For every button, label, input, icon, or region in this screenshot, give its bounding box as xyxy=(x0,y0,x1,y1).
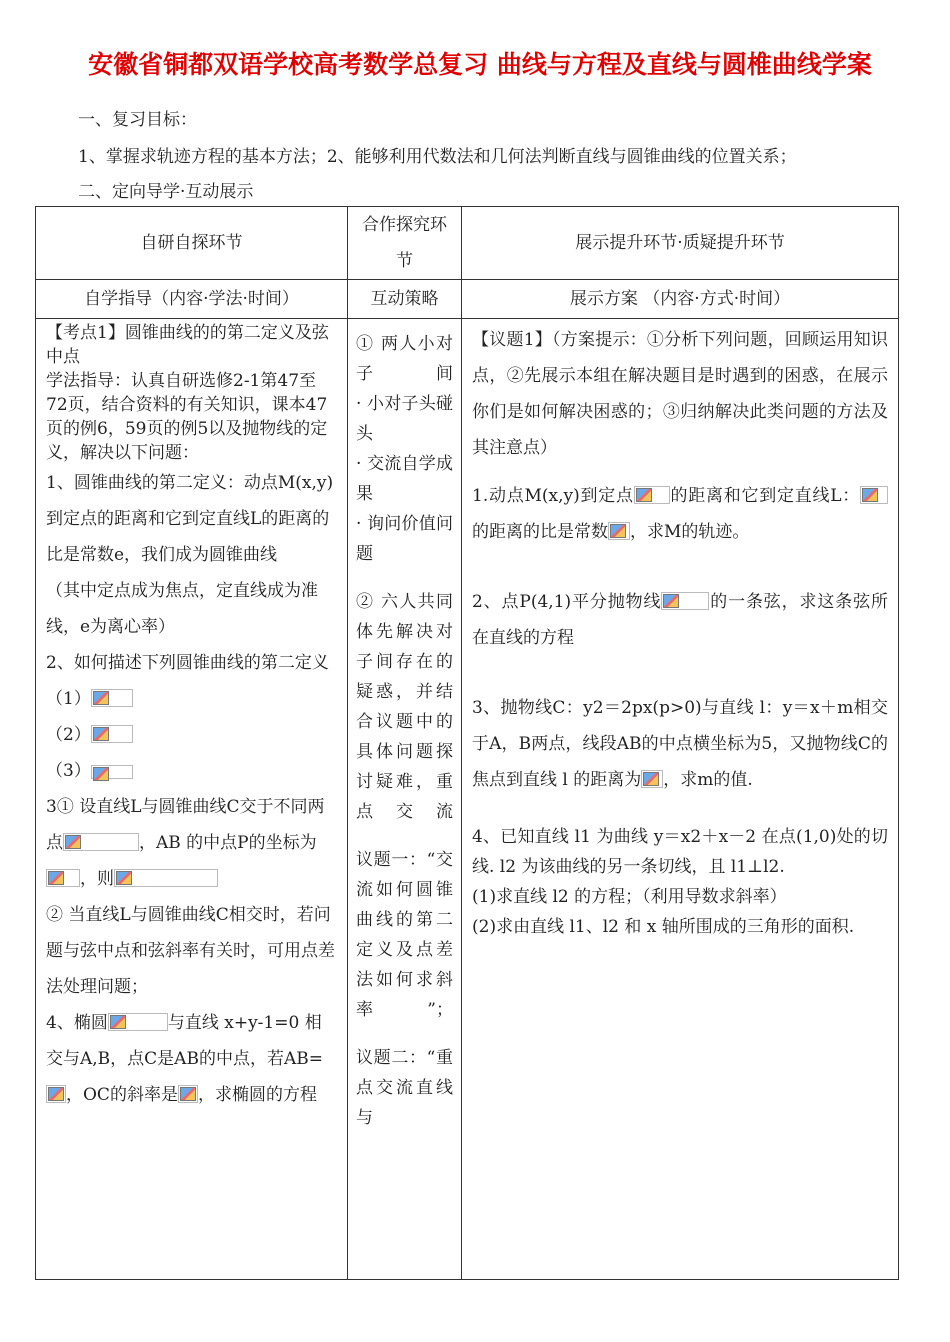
formula-image-icon xyxy=(46,1085,66,1103)
strategy-pair: ① 两人小对子间 xyxy=(356,334,453,384)
topic-hint: 【议题1】（方案提示：①分析下列问题，回顾运用知识点，②先展示本组在解决题目是时遇到的困惑，在展示你们是如何解决困惑的；③归纳解决此类问题的方法及其注意点） xyxy=(472,330,888,458)
subheader-plan: 展示方案 （内容·方式·时间） xyxy=(462,280,899,319)
formula-image-icon xyxy=(608,522,630,540)
strategy-pair-step: · 小对子头碰头 xyxy=(356,394,453,444)
question-1-note: （其中定点成为焦点，定直线成为准线，e为离心率） xyxy=(46,581,318,637)
task-4-part-2: (2)求由直线 l1、l2 和 x 轴所围成的三角形的面积. xyxy=(472,917,855,937)
strategy-pair-step: · 询问价值问题 xyxy=(356,514,453,564)
task-1: 1.动点M(x,y)到定点 的距离和它到定直线L：的距离的比是常数 ，求M的轨迹。 xyxy=(472,478,888,550)
study-table xyxy=(35,206,899,1280)
question-2-item: （1） xyxy=(46,681,337,717)
formula-image-icon xyxy=(46,869,80,887)
goals-text: 1、掌握求轨迹方程的基本方法；2、能够利用代数法和几何法判断直线与圆锥曲线的位置关系； xyxy=(78,147,797,167)
task-4-part-1: (1)求直线 l2 的方程；（利用导数求斜率） xyxy=(472,887,787,907)
question-3a: 3① 设直线L与圆锥曲线C交于不同两点 ，AB 的中点P的坐标为，则 xyxy=(46,797,325,889)
formula-image-icon xyxy=(178,1085,198,1103)
section-heading-goals: 一、复习目标： xyxy=(78,110,197,130)
question-2-item: （3） xyxy=(46,753,337,789)
header-presentation: 展示提升环节·质疑提升环节 xyxy=(462,207,899,280)
formula-image-icon xyxy=(91,725,133,743)
subheader-strategy: 互动策略 xyxy=(348,280,462,319)
formula-image-icon xyxy=(63,833,139,851)
formula-image-icon xyxy=(108,1013,168,1031)
question-2: 2、如何描述下列圆锥曲线的第二定义 xyxy=(46,653,329,673)
col-presentation xyxy=(462,319,899,1280)
kp1-title: 【考点1】圆锥曲线的的第二定义及弦中点 xyxy=(46,323,329,367)
formula-image-icon xyxy=(641,770,663,788)
formula-image-icon xyxy=(860,486,888,504)
subheader-guide: 自学指导（内容·学法·时间） xyxy=(36,280,348,319)
strategy-group: ② 六人共同体先解决对子间存在的疑惑，并结合议题中的具体问题探讨疑难，重点交流 xyxy=(356,592,453,822)
question-3b: ② 当直线L与圆锥曲线C相交时，若问题与弦中点和弦斜率有关时，可用点差法处理问题； xyxy=(46,905,335,997)
col-cooperation xyxy=(348,319,462,1280)
formula-image-icon xyxy=(114,869,218,887)
task-3: 3、抛物线C：y2＝2px(p>0)与直线 l：y＝x＋m相交于A，B两点，线段AB的中点横坐标为5，又抛物线C的焦点到直线 l 的距离为 ，求m的值. xyxy=(472,698,888,790)
topic-one: 议题一：“交流如何圆锥曲线的第二定义及点差法如何求斜率”； xyxy=(356,850,453,1020)
topic-two: 议题二：“重点交流直线与 xyxy=(356,1048,453,1128)
formula-image-icon xyxy=(91,765,133,779)
col-self-study xyxy=(36,319,348,1280)
study-guide: 学法指导：认真自研选修2-1第47至72页，结合资料的有关知识，课本47页的例6，59页的例5以及抛物线的定义，解决以下问题： xyxy=(46,371,328,463)
formula-image-icon xyxy=(634,486,670,504)
header-self-study: 自研自探环节 xyxy=(36,207,348,280)
task-4: 4、已知直线 l1 为曲线 y＝x2＋x－2 在点(1,0)处的切线. l2 为该曲线的另一条切线，且 l1⊥l2. xyxy=(472,827,888,877)
section-heading-guide: 二、定向导学·互动展示 xyxy=(78,182,254,202)
formula-image-icon xyxy=(661,592,709,610)
page-title: 安徽省铜都双语学校高考数学总复习 曲线与方程及直线与圆椎曲线学案 xyxy=(88,50,872,79)
question-2-item: （2） xyxy=(46,717,337,753)
task-2: 2、点P(4,1)平分抛物线 的一条弦，求这条弦所在直线的方程 xyxy=(472,592,888,648)
header-cooperation: 合作探究环节 xyxy=(348,207,462,280)
question-4: 4、椭圆 与直线 x+y-1=0 相交与A,B，点C是AB的中点，若AB=，OC的斜率是 ，求椭圆的方程 xyxy=(46,1013,323,1105)
strategy-pair-step: · 交流自学成果 xyxy=(356,454,453,504)
formula-image-icon xyxy=(91,689,133,707)
question-1: 1、圆锥曲线的第二定义：动点M(x,y)到定点的距离和它到定直线L的距离的比是常数e，我们成为圆锥曲线 xyxy=(46,473,334,565)
